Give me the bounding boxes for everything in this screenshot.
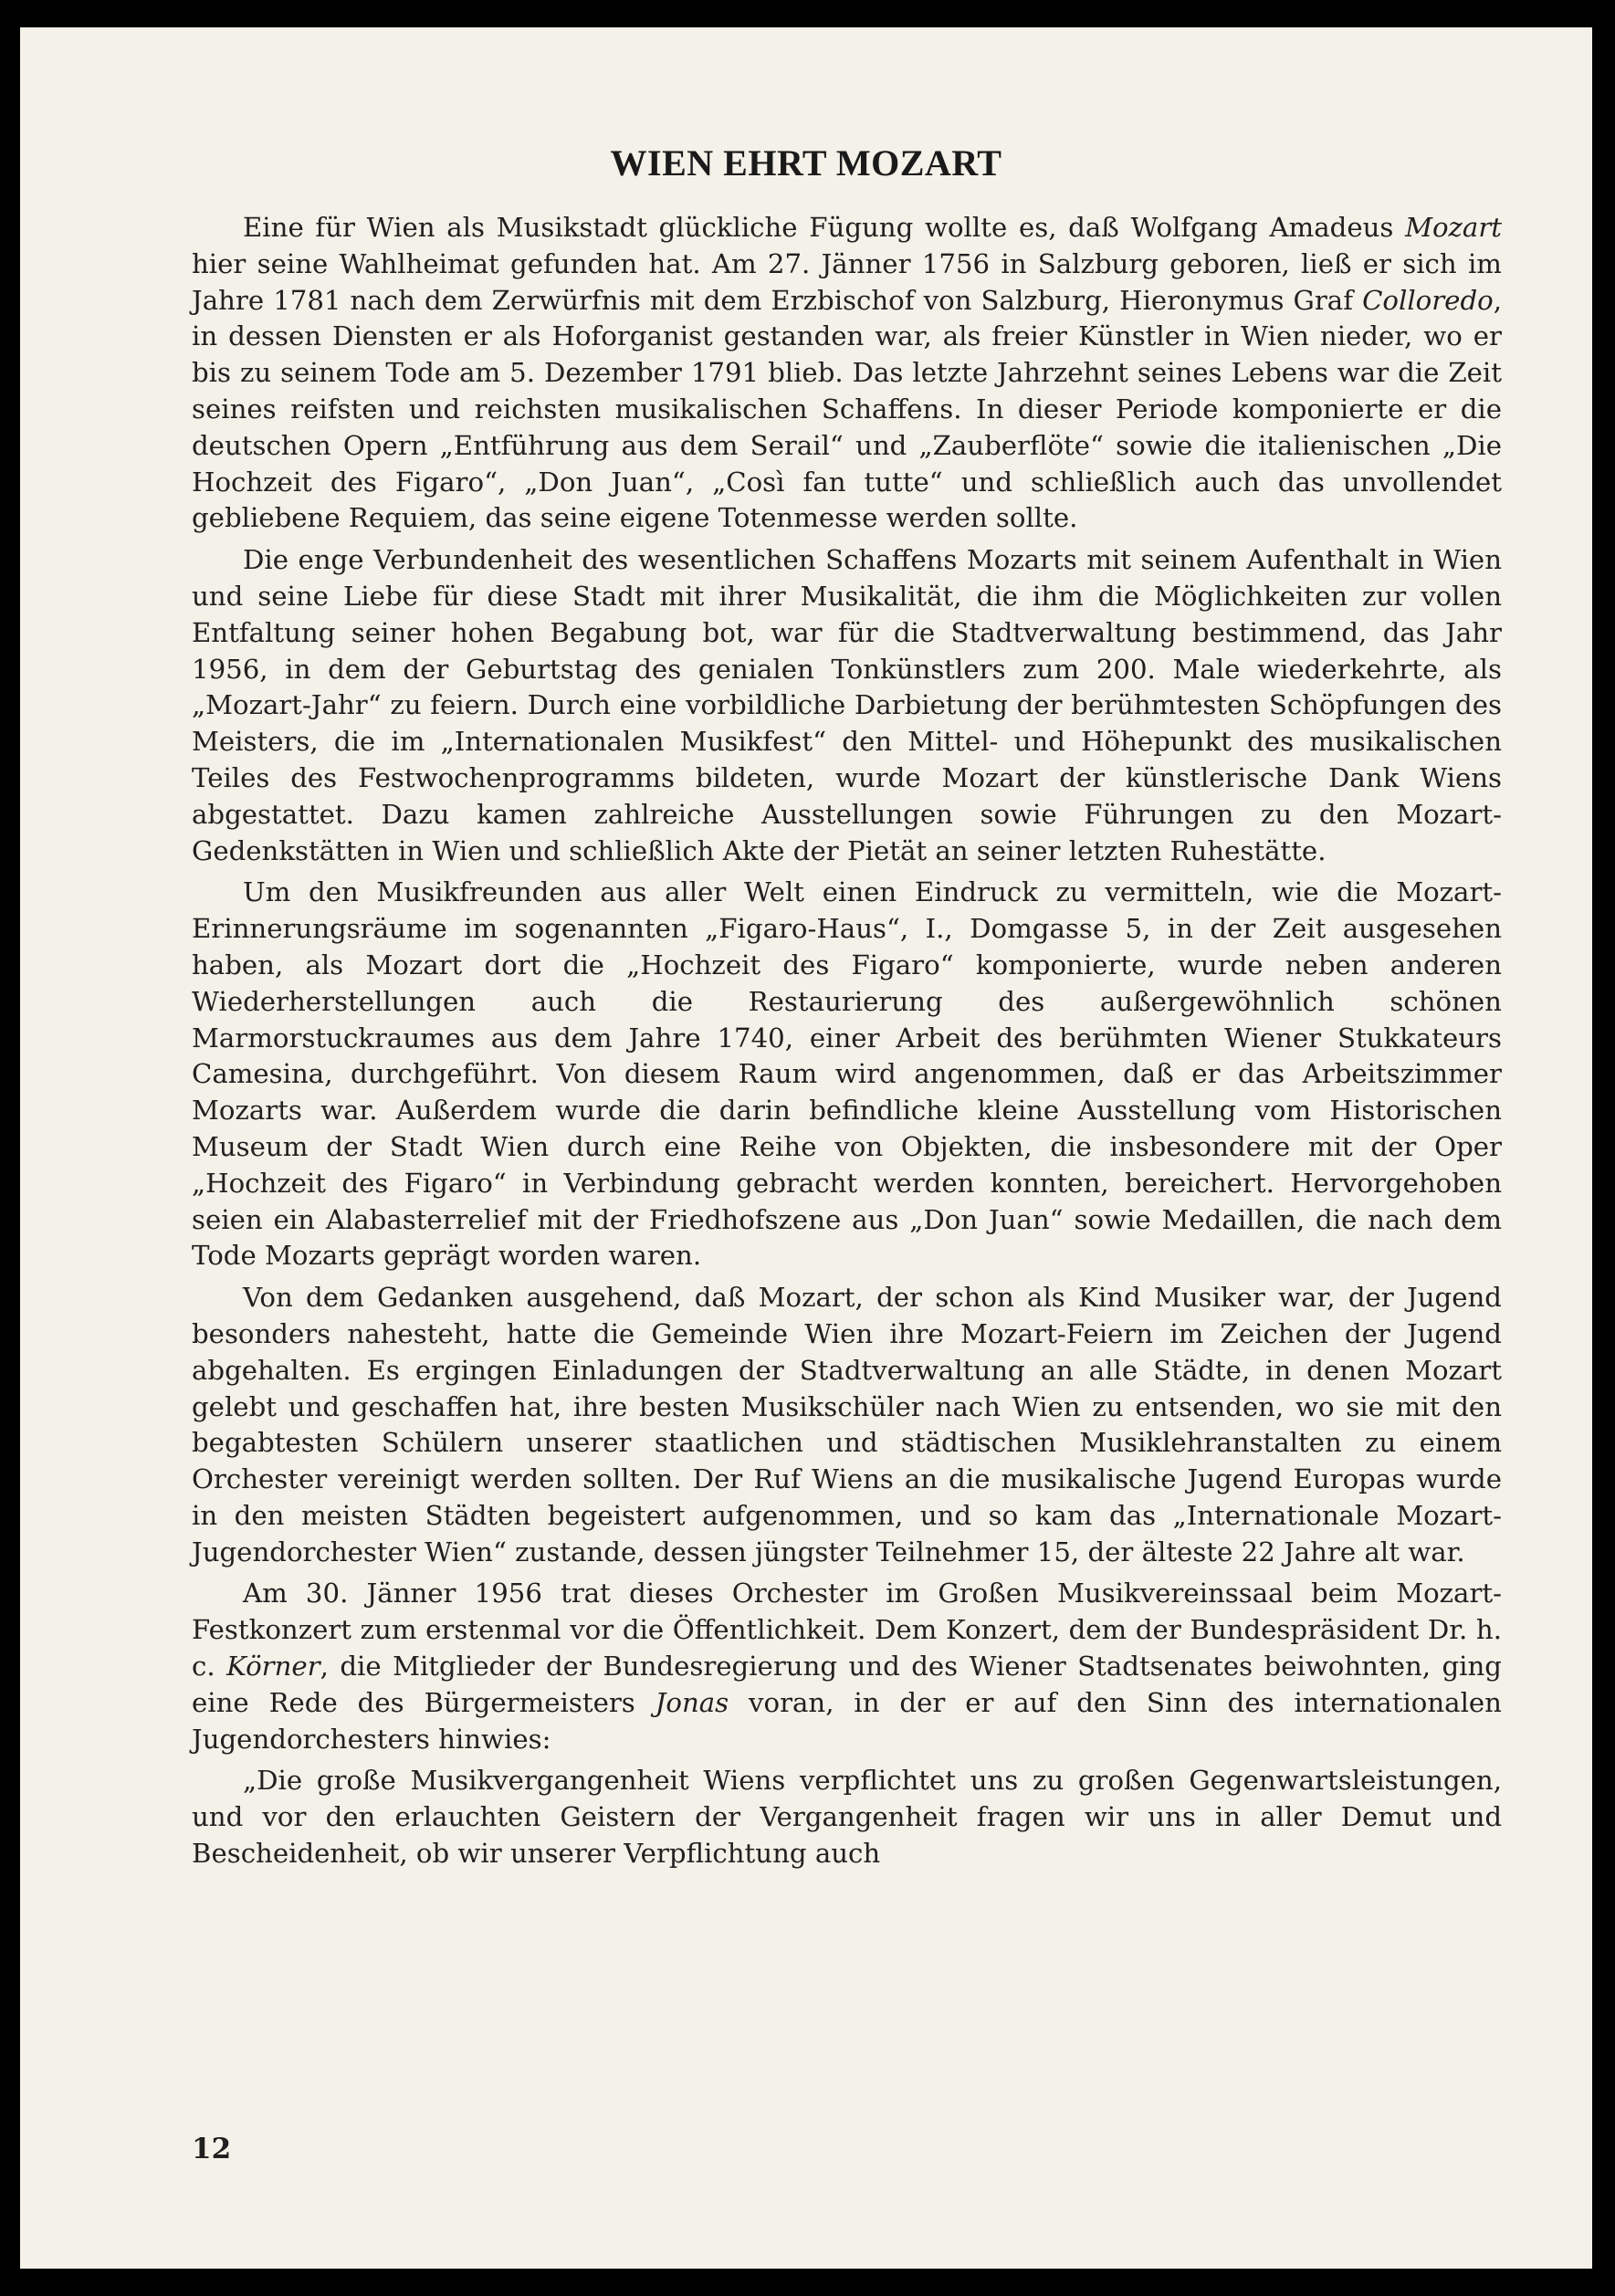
paragraph-5 [192, 1576, 1502, 1757]
text-run: voran, in der er auf den Sinn des internationalen Jugendorchesters hinwies: [192, 1686, 1502, 1755]
article-body [192, 210, 1502, 1872]
article-title: WIEN EHRT MOZART [610, 142, 1002, 183]
paragraph-6-quote [192, 1763, 1502, 1871]
book-page [20, 27, 1592, 2269]
emphasis-koerner: Körner [226, 1651, 320, 1683]
text-run: Eine für Wien als Musikstadt glückliche Fügung wollte es, daß Wolfgang Amadeus [243, 212, 1406, 243]
text-run: Die enge Verbundenheit des wesentlichen Schaffens Mozarts mit seinem Aufenthalt in Wien und seine Liebe für diese Stadt mit ihrer Musikalität, die ihm die Möglichkeiten zur vollen Entfaltung seiner hohen Begabung bot, war für die Stadtverwaltung bestimmend, das Jahr 1956, in dem der Geburtstag des genialen Tonkünstlers zum 200. Male wiederkehrte, als „Mozart-Jahr“ zu feiern. Durch eine vorbildliche Darbietung der berühmtesten Schöpfungen des Meisters, die im „Internationalen Musikfest“ den Mittel- und Höhepunkt des musikalischen Teiles des Festwochenprogramms bildeten, wurde Mozart der künstlerische Dank Wiens abgestattet. Dazu kamen zahlreiche Ausstellungen sowie Führungen zu den Mozart-Gedenkstätten in Wien und schließlich Akte der Pietät an seiner letzten Ruhestätte. [192, 544, 1502, 866]
paragraph-2 [192, 542, 1502, 869]
text-run: Am 30. Jänner 1956 trat dieses Orchester im Großen Musikvereinssaal beim Mozart-Festkonzert zum erstenmal vor die Öffentlichkeit. Dem Konzert, dem der Bundespräsident Dr. h. c. [192, 1578, 1502, 1683]
emphasis-jonas: Jonas [655, 1686, 729, 1718]
text-run: , die Mitglieder der Bundesregierung und des Wiener Stadtsenates beiwohnten, ging eine Rede des Bürgermeisters [192, 1651, 1502, 1718]
paragraph-4 [192, 1280, 1502, 1570]
text-run: Um den Musikfreunden aus aller Welt einen Eindruck zu vermitteln, wie die Mozart-Erinnerungsräume im sogenannten „Figaro-Haus“, I., Domgasse 5, in der Zeit ausgesehen haben, als Mozart dort die „Hochzeit des Figaro“ komponierte, wurde neben anderen Wiederherstellungen auch die Restaurierung des außergewöhnlich schönen Marmorstuckraumes aus dem Jahre 1740, einer Arbeit des berühmten Wiener Stukkateurs Camesina, durchgeführt. Von diesem Raum wird angenommen, daß er das Arbeitszimmer Mozarts war. Außerdem wurde die darin befindliche kleine Ausstellung vom Historischen Museum der Stadt Wien durch eine Reihe von Objekten, die insbesondere mit der Oper „Hochzeit des Figaro“ in Verbindung gebracht werden konnten, bereichert. Hervorgehoben seien ein Alabasterrelief mit der Friedhofszene aus „Don Juan“ sowie Medaillen, die nach dem Tode Mozarts geprägt worden waren. [192, 876, 1502, 1272]
text-run: hier seine Wahlheimat gefunden hat. Am 27. Jänner 1756 in Salzburg geboren, ließ er sich im Jahre 1781 nach dem Zerwürfnis mit dem Erzbischof von Salzburg, Hieronymus Graf [192, 247, 1502, 316]
emphasis-colloredo: Colloredo [1362, 284, 1494, 316]
text-run: , in dessen Diensten er als Hoforganist gestanden war, als freier Künstler in Wien nieder, wo er bis zu seinem Tode am 5. Dezember 1791 blieb. Das letzte Jahrzehnt seines Lebens war die Zeit seines reifsten und reichsten musikalischen Schaffens. In dieser Periode komponierte er die deutschen Opern „Entführung aus dem Serail“ und „Zauberflöte“ sowie die italienischen „Die Hochzeit des Figaro“, „Don Juan“, „Così fan tutte“ und schließlich auch das unvollendet gebliebene Requiem, das seine eigene Totenmesse werden sollte. [192, 284, 1502, 534]
text-run: Von dem Gedanken ausgehend, daß Mozart, der schon als Kind Musiker war, der Jugend besonders nahesteht, hatte die Gemeinde Wien ihre Mozart-Feiern im Zeichen der Jugend abgehalten. Es ergingen Einladungen der Stadtverwaltung an alle Städte, in denen Mozart gelebt und geschaffen hat, ihre besten Musikschüler nach Wien zu entsenden, wo sie mit den begabtesten Schülern unserer staatlichen und städtischen Musiklehranstalten zu einem Orchester vereinigt werden sollten. Der Ruf Wiens an die musikalische Jugend Europas wurde in den meisten Städten begeistert aufgenommen, und so kam das „Internationale Mozart-Jugendorchester Wien“ zustande, dessen jüngster Teilnehmer 15, der älteste 22 Jahre alt war. [192, 1282, 1502, 1567]
text-run: „Die große Musikvergangenheit Wiens verpflichtet uns zu großen Gegenwartsleistungen, und vor den erlauchten Geistern der Vergangenheit fragen wir uns in aller Demut und Bescheidenheit, ob wir unserer Verpflichtung auch [192, 1765, 1502, 1870]
paragraph-1 [192, 210, 1502, 537]
paragraph-3 [192, 875, 1502, 1274]
emphasis-mozart: Mozart [1405, 212, 1502, 243]
page-number: 12 [192, 2133, 232, 2165]
